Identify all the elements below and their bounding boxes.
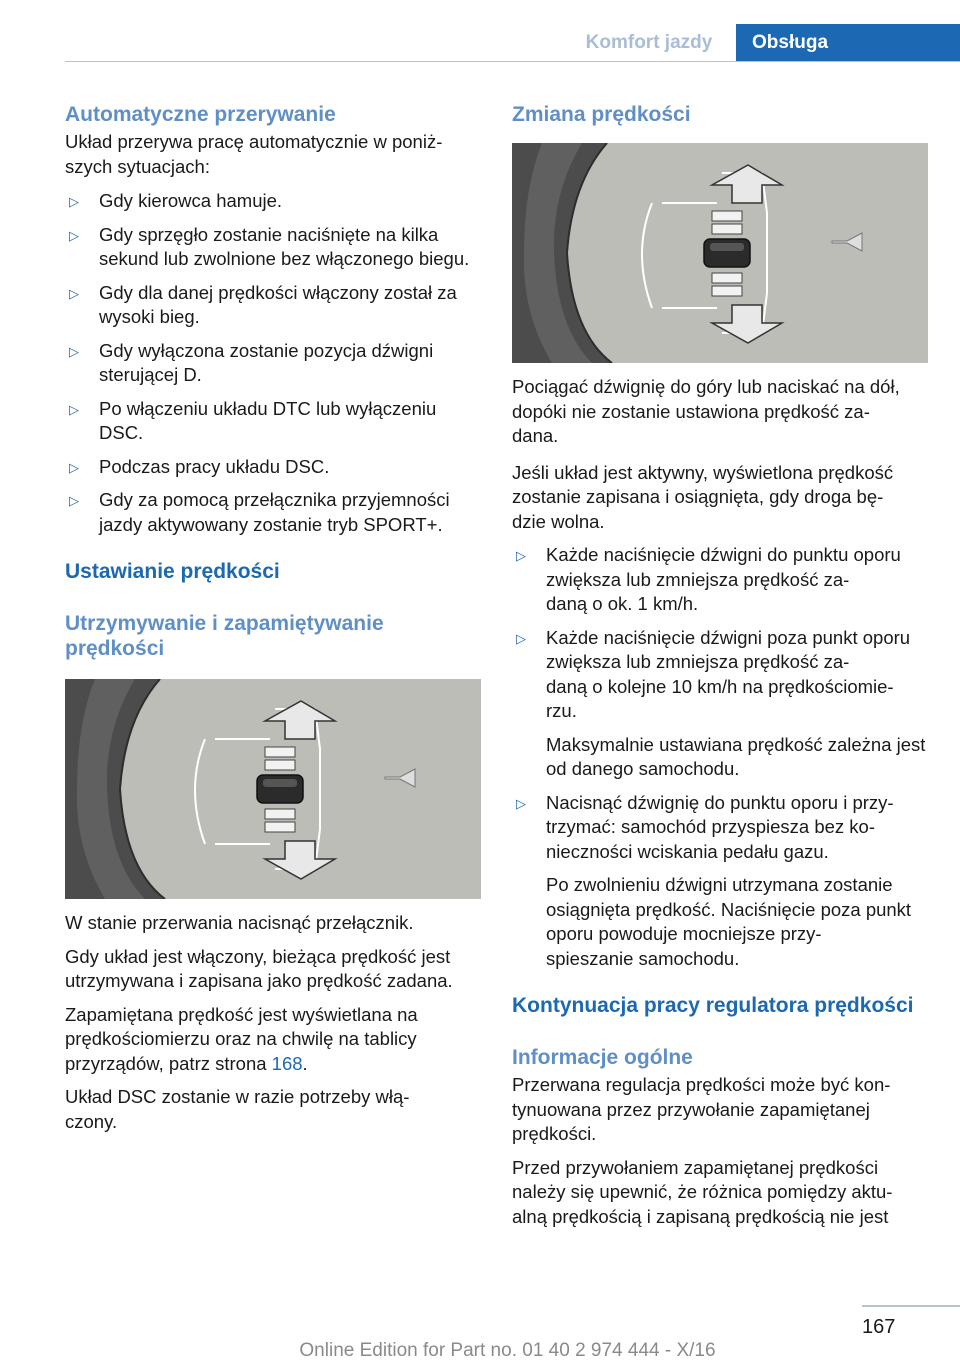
interrupt-conditions-list	[65, 189, 481, 537]
tab-obsluga[interactable]: Obsługa	[736, 24, 960, 61]
stored-speed-text-body: Zapamiętana prędkość jest wyświetlana na prędkościomierzu oraz na chwilę na tablicy przyrządów, patrz strona	[65, 1003, 418, 1074]
list-item-text: Po włączeniu układu DTC lub wyłączeniu DSC.	[99, 397, 437, 443]
list-item-text: Każde naciśnięcie dźwigni poza punkt oporu zwiększa lub zmniejsza prędkość za- daną o kolejne 10 km/h na prędkościomie- rzu.	[546, 626, 911, 721]
list-item	[512, 626, 928, 782]
heading-auto-interrupt: Automatyczne przerywanie	[65, 103, 336, 126]
triangle-bullet-icon: ▷	[69, 493, 79, 508]
list-item	[65, 281, 481, 330]
triangle-bullet-icon: ▷	[69, 227, 79, 243]
triangle-bullet-icon: ▷	[516, 630, 526, 646]
page-number: 167	[862, 1316, 896, 1338]
general-text-1: Przerwana regulacja prędkości może być kon- tynuowana przez przywołanie zapamiętanej prędkości.	[512, 1074, 891, 1144]
press-switch-text: W stanie przerwania nacisnąć przełącznik.	[65, 912, 414, 933]
list-item-text: Gdy wyłączona zostanie pozycja dźwigni sterującej D.	[99, 339, 434, 385]
list-item-text: Każde naciśnięcie dźwigni do punktu oporu zwiększa lub zmniejsza prędkość za- daną o ok. 1 km/h.	[546, 544, 901, 614]
footer-divider	[862, 1305, 960, 1307]
list-item-text: Gdy za pomocą przełącznika przyjemności jazdy aktywowany zostanie tryb SPORT+.	[99, 489, 450, 535]
tab-komfort-jazdy[interactable]: Komfort jazdy	[585, 32, 713, 53]
intro-text: Układ przerywa pracę automatycznie w poniż- szych sytuacjach:	[65, 131, 443, 177]
list-item	[65, 455, 481, 480]
list-item-text: Gdy dla danej prędkości włączony został za wysoki bieg.	[99, 281, 457, 327]
list-item	[65, 488, 481, 537]
stored-speed-text	[65, 1003, 481, 1077]
left-column	[65, 102, 481, 1134]
general-text-2: Przed przywołaniem zapamiętanej prędkości należy się upewnić, że różnica pomiędzy aktu- alną prędkością i zapisaną prędkością nie jest	[512, 1156, 893, 1227]
current-speed-text: Gdy układ jest włączony, bieżąca prędkość jest utrzymywana i zapisana jako prędkość zadana.	[65, 945, 453, 991]
page-link-168[interactable]: 168	[271, 1052, 303, 1074]
list-item	[512, 791, 928, 972]
list-item-text: Gdy kierowca hamuje.	[99, 190, 283, 211]
list-item	[65, 223, 481, 272]
list-item-subtext: Po zwolnieniu dźwigni utrzymana zostanie osiągnięta prędkość. Naciśnięcie poza punkt oporu powoduje mocniejsze przy- spieszanie samochodu.	[546, 874, 912, 969]
steering-wheel-lever-figure	[512, 143, 928, 363]
dsc-text: Układ DSC zostanie w razie potrzeby włą- czony.	[65, 1086, 410, 1132]
stored-speed-text-end: .	[302, 1052, 308, 1074]
list-item-text: Podczas pracy układu DSC.	[99, 455, 330, 477]
steering-wheel-illustration	[65, 679, 481, 899]
heading-set-speed: Ustawianie prędkości	[65, 560, 280, 583]
list-item-subtext: Maksymalnie ustawiana prędkość zależna jest od danego samochodu.	[546, 733, 926, 779]
triangle-bullet-icon: ▷	[516, 548, 526, 563]
heading-continue: Kontynuacja pracy regulatora prędkości	[512, 994, 914, 1017]
list-item	[512, 543, 928, 617]
heading-change-speed: Zmiana prędkości	[512, 103, 691, 126]
triangle-bullet-icon: ▷	[516, 795, 526, 811]
list-item-text: Gdy sprzęgło zostanie naciśnięte na kilka sekund lub zwolnione bez włączonego biegu.	[99, 223, 470, 269]
if-active-text: Jeśli układ jest aktywny, wyświetlona prędkość zostanie zapisana i osiągnięta, gdy droga bę- dzie wolna.	[512, 461, 894, 532]
triangle-bullet-icon: ▷	[69, 285, 79, 301]
triangle-bullet-icon: ▷	[69, 459, 79, 475]
lever-actions-list	[512, 543, 928, 971]
heading-general-info: Informacje ogólne	[512, 1046, 693, 1069]
right-column	[512, 102, 928, 1229]
triangle-bullet-icon: ▷	[69, 343, 79, 359]
pull-push-text: Pociągać dźwignię do góry lub naciskać na dół, dopóki nie zostanie ustawiona prędkość za- dana.	[512, 376, 900, 446]
steering-wheel-switch-figure	[65, 679, 481, 899]
triangle-bullet-icon: ▷	[69, 401, 79, 417]
steering-wheel-illustration	[512, 143, 928, 363]
heading-hold-speed: Utrzymywanie i zapamiętywanie prędkości	[65, 612, 384, 660]
list-item	[65, 189, 481, 214]
header-divider	[65, 61, 960, 62]
edition-footer: Online Edition for Part no. 01 40 2 974 444 - X/16	[299, 1340, 716, 1361]
triangle-bullet-icon: ▷	[69, 194, 79, 209]
list-item	[65, 339, 481, 388]
list-item-text: Nacisnąć dźwignię do punktu oporu i przy- trzymać: samochód przyspiesza bez ko- nieczności wciskania pedału gazu.	[546, 791, 894, 862]
list-item	[65, 397, 481, 446]
